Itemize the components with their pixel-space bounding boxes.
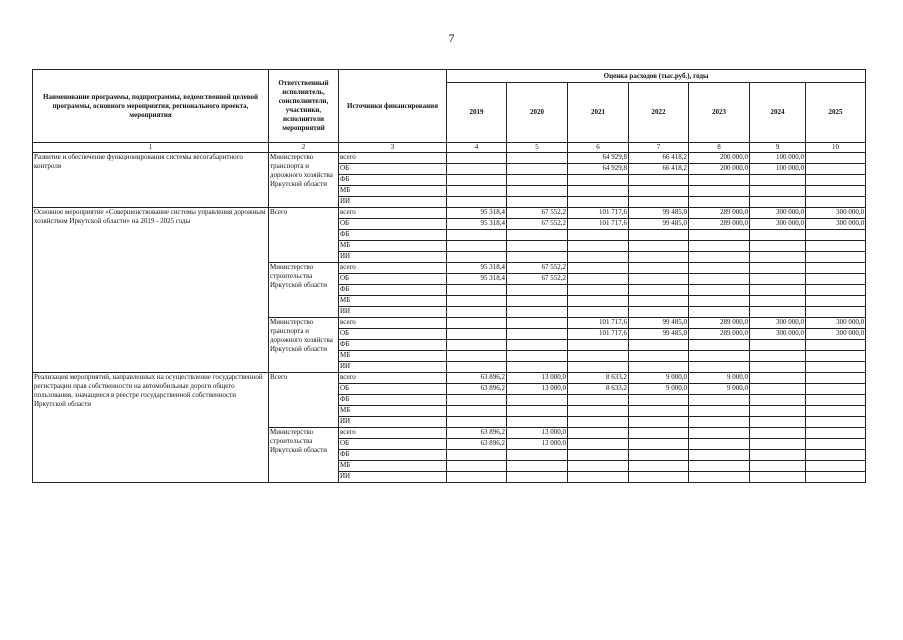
expense-value: [629, 197, 689, 208]
executor: Всего: [269, 208, 339, 263]
funding-source: ИИ: [339, 417, 447, 428]
expense-value: 99 485,0: [629, 208, 689, 219]
expense-value: [447, 472, 507, 483]
expense-value: 300 000,0: [806, 329, 866, 340]
expense-value: [629, 351, 689, 362]
expense-value: [806, 252, 866, 263]
expense-value: 64 929,8: [568, 164, 629, 175]
executor: Министерство строительства Иркутской области: [269, 263, 339, 318]
expense-value: [447, 164, 507, 175]
expense-value: 67 552,2: [507, 263, 568, 274]
funding-source: МБ: [339, 296, 447, 307]
expense-value: 300 000,0: [750, 329, 806, 340]
header-source: Источники финансирования: [339, 70, 447, 143]
expense-value: [750, 439, 806, 450]
expense-value: [568, 186, 629, 197]
expense-value: [629, 175, 689, 186]
expense-value: [750, 384, 806, 395]
expense-value: [750, 307, 806, 318]
expense-value: [750, 362, 806, 373]
expense-value: [806, 439, 866, 450]
expense-value: [629, 252, 689, 263]
expense-value: [689, 340, 750, 351]
expense-value: [806, 175, 866, 186]
expense-value: [447, 252, 507, 263]
column-number: 10: [806, 143, 866, 153]
expense-value: 8 633,2: [568, 373, 629, 384]
expense-value: [689, 362, 750, 373]
expense-value: [806, 362, 866, 373]
expense-value: [568, 439, 629, 450]
expense-value: [447, 318, 507, 329]
expense-value: [689, 241, 750, 252]
funding-source: всего: [339, 428, 447, 439]
expense-value: [629, 274, 689, 285]
expense-value: 99 485,0: [629, 219, 689, 230]
expense-value: [750, 472, 806, 483]
expense-value: [750, 461, 806, 472]
expense-value: [806, 285, 866, 296]
funding-source: МБ: [339, 186, 447, 197]
expense-value: [447, 285, 507, 296]
funding-source: МБ: [339, 461, 447, 472]
expense-value: [629, 230, 689, 241]
funding-source: МБ: [339, 406, 447, 417]
expense-value: [689, 428, 750, 439]
expense-value: [507, 153, 568, 164]
expense-value: [568, 351, 629, 362]
expense-value: 9 000,0: [629, 384, 689, 395]
expense-value: 300 000,0: [750, 219, 806, 230]
expense-value: 95 318,4: [447, 219, 507, 230]
funding-source: всего: [339, 208, 447, 219]
expense-value: 64 929,8: [568, 153, 629, 164]
expense-value: [507, 285, 568, 296]
expense-value: [806, 351, 866, 362]
expense-value: [629, 406, 689, 417]
column-number: 8: [689, 143, 750, 153]
expense-value: 95 318,4: [447, 208, 507, 219]
expense-value: 13 000,0: [507, 428, 568, 439]
expense-value: [689, 274, 750, 285]
expense-value: [689, 197, 750, 208]
expense-value: [806, 450, 866, 461]
expense-value: [750, 417, 806, 428]
expense-value: [507, 186, 568, 197]
expense-value: [689, 450, 750, 461]
expense-value: [447, 395, 507, 406]
header-year: 2022: [629, 83, 689, 143]
funding-source: ИИ: [339, 252, 447, 263]
expense-value: [568, 461, 629, 472]
expense-value: [447, 197, 507, 208]
funding-source: ФБ: [339, 175, 447, 186]
expense-value: [568, 230, 629, 241]
expense-value: [629, 472, 689, 483]
expense-value: [507, 417, 568, 428]
table-row: [33, 373, 866, 384]
expense-value: [629, 241, 689, 252]
expense-value: [806, 373, 866, 384]
program-name: Основное мероприятие «Совершенствование системы управления дорожным хозяйством Иркутской области» на 2019 - 2025 годы: [33, 208, 269, 373]
expense-value: [447, 329, 507, 340]
expense-value: [447, 450, 507, 461]
expense-value: 9 000,0: [689, 384, 750, 395]
expense-value: 8 633,2: [568, 384, 629, 395]
header-executor: Ответственный исполнитель, соисполнители, участники, исполнители мероприятий: [269, 70, 339, 143]
funding-source: ОБ: [339, 274, 447, 285]
expense-value: 67 552,2: [507, 274, 568, 285]
funding-source: ФБ: [339, 395, 447, 406]
expense-value: [750, 197, 806, 208]
expense-value: [629, 307, 689, 318]
expense-value: [507, 307, 568, 318]
expense-value: 300 000,0: [806, 208, 866, 219]
executor: Министерство транспорта и дорожного хозяйства Иркутской области: [269, 153, 339, 208]
expense-value: 300 000,0: [806, 318, 866, 329]
funding-source: всего: [339, 318, 447, 329]
expense-value: 9 000,0: [689, 373, 750, 384]
expense-value: [806, 164, 866, 175]
expense-value: 101 717,6: [568, 208, 629, 219]
funding-source: ИИ: [339, 307, 447, 318]
expense-value: 101 717,6: [568, 219, 629, 230]
expense-value: [750, 428, 806, 439]
expense-value: [806, 241, 866, 252]
funding-source: ОБ: [339, 329, 447, 340]
expense-value: [629, 439, 689, 450]
expense-value: [568, 340, 629, 351]
expense-value: [447, 417, 507, 428]
expense-value: 63 896,2: [447, 384, 507, 395]
expense-value: [689, 263, 750, 274]
expense-value: [507, 406, 568, 417]
column-number: 2: [269, 143, 339, 153]
expense-value: [447, 307, 507, 318]
expense-value: [568, 406, 629, 417]
expense-value: [447, 186, 507, 197]
column-number: 6: [568, 143, 629, 153]
expense-value: 300 000,0: [750, 208, 806, 219]
expense-value: [507, 450, 568, 461]
expense-value: 200 000,0: [689, 164, 750, 175]
expense-value: [806, 461, 866, 472]
expense-value: [689, 472, 750, 483]
expense-value: [689, 417, 750, 428]
header-year: 2025: [806, 83, 866, 143]
program-name: Реализация мероприятий, направленных на осуществление государственной регистрации прав собственности на автомобильные дороги общего пользования, значащиеся в реестре государственной собственности Иркутской области: [33, 373, 269, 483]
expense-value: [806, 307, 866, 318]
expense-value: [568, 417, 629, 428]
expense-value: 300 000,0: [806, 219, 866, 230]
header-name: Наименование программы, подпрограммы, ведомственной целевой программы, основного мероприятия, регионального проекта, мероприятия: [33, 70, 269, 143]
expense-value: [806, 296, 866, 307]
expense-value: [568, 472, 629, 483]
header-year: 2020: [507, 83, 568, 143]
header-year: 2019: [447, 83, 507, 143]
expense-value: [447, 230, 507, 241]
expense-value: [507, 461, 568, 472]
column-number: 1: [33, 143, 269, 153]
expense-value: 289 000,0: [689, 219, 750, 230]
expense-value: [689, 285, 750, 296]
expense-value: [568, 274, 629, 285]
expense-value: [447, 351, 507, 362]
expense-value: 66 418,2: [629, 164, 689, 175]
expense-value: [568, 263, 629, 274]
header-expenses: Оценка расходов (тыс.руб.), годы: [447, 70, 866, 83]
expense-value: [568, 241, 629, 252]
funding-source: ФБ: [339, 340, 447, 351]
expense-value: [806, 417, 866, 428]
expense-value: 66 418,2: [629, 153, 689, 164]
expense-value: [689, 351, 750, 362]
expense-value: [629, 285, 689, 296]
funding-source: ФБ: [339, 230, 447, 241]
expense-value: [750, 296, 806, 307]
program-name: Развитие и обеспечение функционирования системы весогабаритного контроля: [33, 153, 269, 208]
expense-value: [806, 274, 866, 285]
expense-value: [507, 241, 568, 252]
expense-value: [629, 461, 689, 472]
expense-value: [507, 230, 568, 241]
expense-value: [750, 450, 806, 461]
expense-value: [806, 472, 866, 483]
expense-value: [629, 263, 689, 274]
expense-value: [447, 153, 507, 164]
expense-value: [629, 186, 689, 197]
expense-value: [629, 395, 689, 406]
expense-value: 95 318,4: [447, 274, 507, 285]
expense-value: [750, 186, 806, 197]
expense-value: [507, 362, 568, 373]
expense-value: [507, 197, 568, 208]
funding-source: ИИ: [339, 197, 447, 208]
expense-value: [689, 395, 750, 406]
expense-value: [806, 395, 866, 406]
expense-value: [507, 395, 568, 406]
column-number: 3: [339, 143, 447, 153]
expense-value: 300 000,0: [750, 318, 806, 329]
expense-value: [750, 274, 806, 285]
column-number: 5: [507, 143, 568, 153]
expense-value: [629, 450, 689, 461]
funding-source: МБ: [339, 241, 447, 252]
expense-value: [568, 296, 629, 307]
executor: Министерство строительства Иркутской области: [269, 428, 339, 483]
funding-source: всего: [339, 153, 447, 164]
expense-value: [806, 197, 866, 208]
expense-value: [507, 164, 568, 175]
expense-value: 101 717,6: [568, 318, 629, 329]
expense-value: [447, 175, 507, 186]
executor: Министерство транспорта и дорожного хозяйства Иркутской области: [269, 318, 339, 373]
expense-value: [689, 296, 750, 307]
expense-value: [750, 351, 806, 362]
table-row: [33, 208, 866, 219]
expense-value: 63 896,2: [447, 439, 507, 450]
expense-value: [806, 263, 866, 274]
expense-value: 13 000,0: [507, 373, 568, 384]
expense-value: [629, 296, 689, 307]
expense-value: [507, 351, 568, 362]
expense-value: [568, 362, 629, 373]
expense-value: [806, 153, 866, 164]
expense-value: 9 000,0: [629, 373, 689, 384]
expense-value: [750, 252, 806, 263]
expense-value: [689, 175, 750, 186]
expense-value: 99 485,0: [629, 318, 689, 329]
funding-source: ОБ: [339, 219, 447, 230]
expense-value: [447, 406, 507, 417]
expense-value: [507, 252, 568, 263]
expense-value: [689, 186, 750, 197]
funding-source: ОБ: [339, 164, 447, 175]
funding-source: всего: [339, 373, 447, 384]
expense-value: [750, 373, 806, 384]
expense-value: 13 000,0: [507, 439, 568, 450]
expense-value: [568, 450, 629, 461]
expense-value: 95 318,4: [447, 263, 507, 274]
funding-source: ОБ: [339, 439, 447, 450]
expense-value: 289 000,0: [689, 329, 750, 340]
expense-value: [507, 318, 568, 329]
expense-value: [750, 285, 806, 296]
expense-value: 100 000,0: [750, 153, 806, 164]
expense-value: [750, 241, 806, 252]
expense-value: [568, 307, 629, 318]
expense-value: [750, 230, 806, 241]
funding-source: ОБ: [339, 384, 447, 395]
expense-value: [507, 340, 568, 351]
header-year: 2021: [568, 83, 629, 143]
funding-source: МБ: [339, 351, 447, 362]
expense-value: [629, 362, 689, 373]
funding-source: всего: [339, 263, 447, 274]
expense-value: [447, 340, 507, 351]
expense-value: [689, 230, 750, 241]
expense-value: 200 000,0: [689, 153, 750, 164]
expense-value: [629, 340, 689, 351]
expense-value: [507, 175, 568, 186]
funding-source: ФБ: [339, 450, 447, 461]
table-row: [33, 153, 866, 164]
expense-value: 63 896,2: [447, 428, 507, 439]
header-year: 2024: [750, 83, 806, 143]
expense-value: [806, 428, 866, 439]
executor: Всего: [269, 373, 339, 428]
expense-value: [689, 406, 750, 417]
expense-value: 99 485,0: [629, 329, 689, 340]
expense-value: 289 000,0: [689, 318, 750, 329]
expense-value: [447, 241, 507, 252]
expense-value: [447, 296, 507, 307]
expense-value: [750, 395, 806, 406]
expense-value: 13 000,0: [507, 384, 568, 395]
expense-value: [806, 186, 866, 197]
expense-value: [750, 406, 806, 417]
column-number: 7: [629, 143, 689, 153]
expense-value: [507, 296, 568, 307]
expense-value: [507, 329, 568, 340]
expense-value: [806, 406, 866, 417]
expense-value: 63 896,2: [447, 373, 507, 384]
expenses-table: [32, 69, 866, 483]
expense-value: [750, 263, 806, 274]
expense-value: [568, 395, 629, 406]
expense-value: [568, 175, 629, 186]
expense-value: [750, 175, 806, 186]
expense-value: [689, 307, 750, 318]
expense-value: 100 000,0: [750, 164, 806, 175]
expense-value: [568, 428, 629, 439]
expense-value: 289 000,0: [689, 208, 750, 219]
expense-value: [806, 384, 866, 395]
expense-value: [507, 472, 568, 483]
expense-value: [568, 252, 629, 263]
expense-value: [689, 461, 750, 472]
funding-source: ИИ: [339, 472, 447, 483]
expense-value: 101 717,6: [568, 329, 629, 340]
expense-value: [568, 197, 629, 208]
expense-value: [447, 362, 507, 373]
column-number: 9: [750, 143, 806, 153]
expense-value: [689, 252, 750, 263]
expense-value: [568, 285, 629, 296]
column-number: 4: [447, 143, 507, 153]
expense-value: [629, 417, 689, 428]
header-year: 2023: [689, 83, 750, 143]
expense-value: [629, 428, 689, 439]
funding-source: ФБ: [339, 285, 447, 296]
expense-value: [750, 340, 806, 351]
page-number: 7: [448, 31, 455, 45]
funding-source: ИИ: [339, 362, 447, 373]
expense-value: [806, 230, 866, 241]
expense-value: [806, 340, 866, 351]
expense-value: 67 552,2: [507, 208, 568, 219]
expense-value: [689, 439, 750, 450]
expense-value: [447, 461, 507, 472]
expense-value: 67 552,2: [507, 219, 568, 230]
